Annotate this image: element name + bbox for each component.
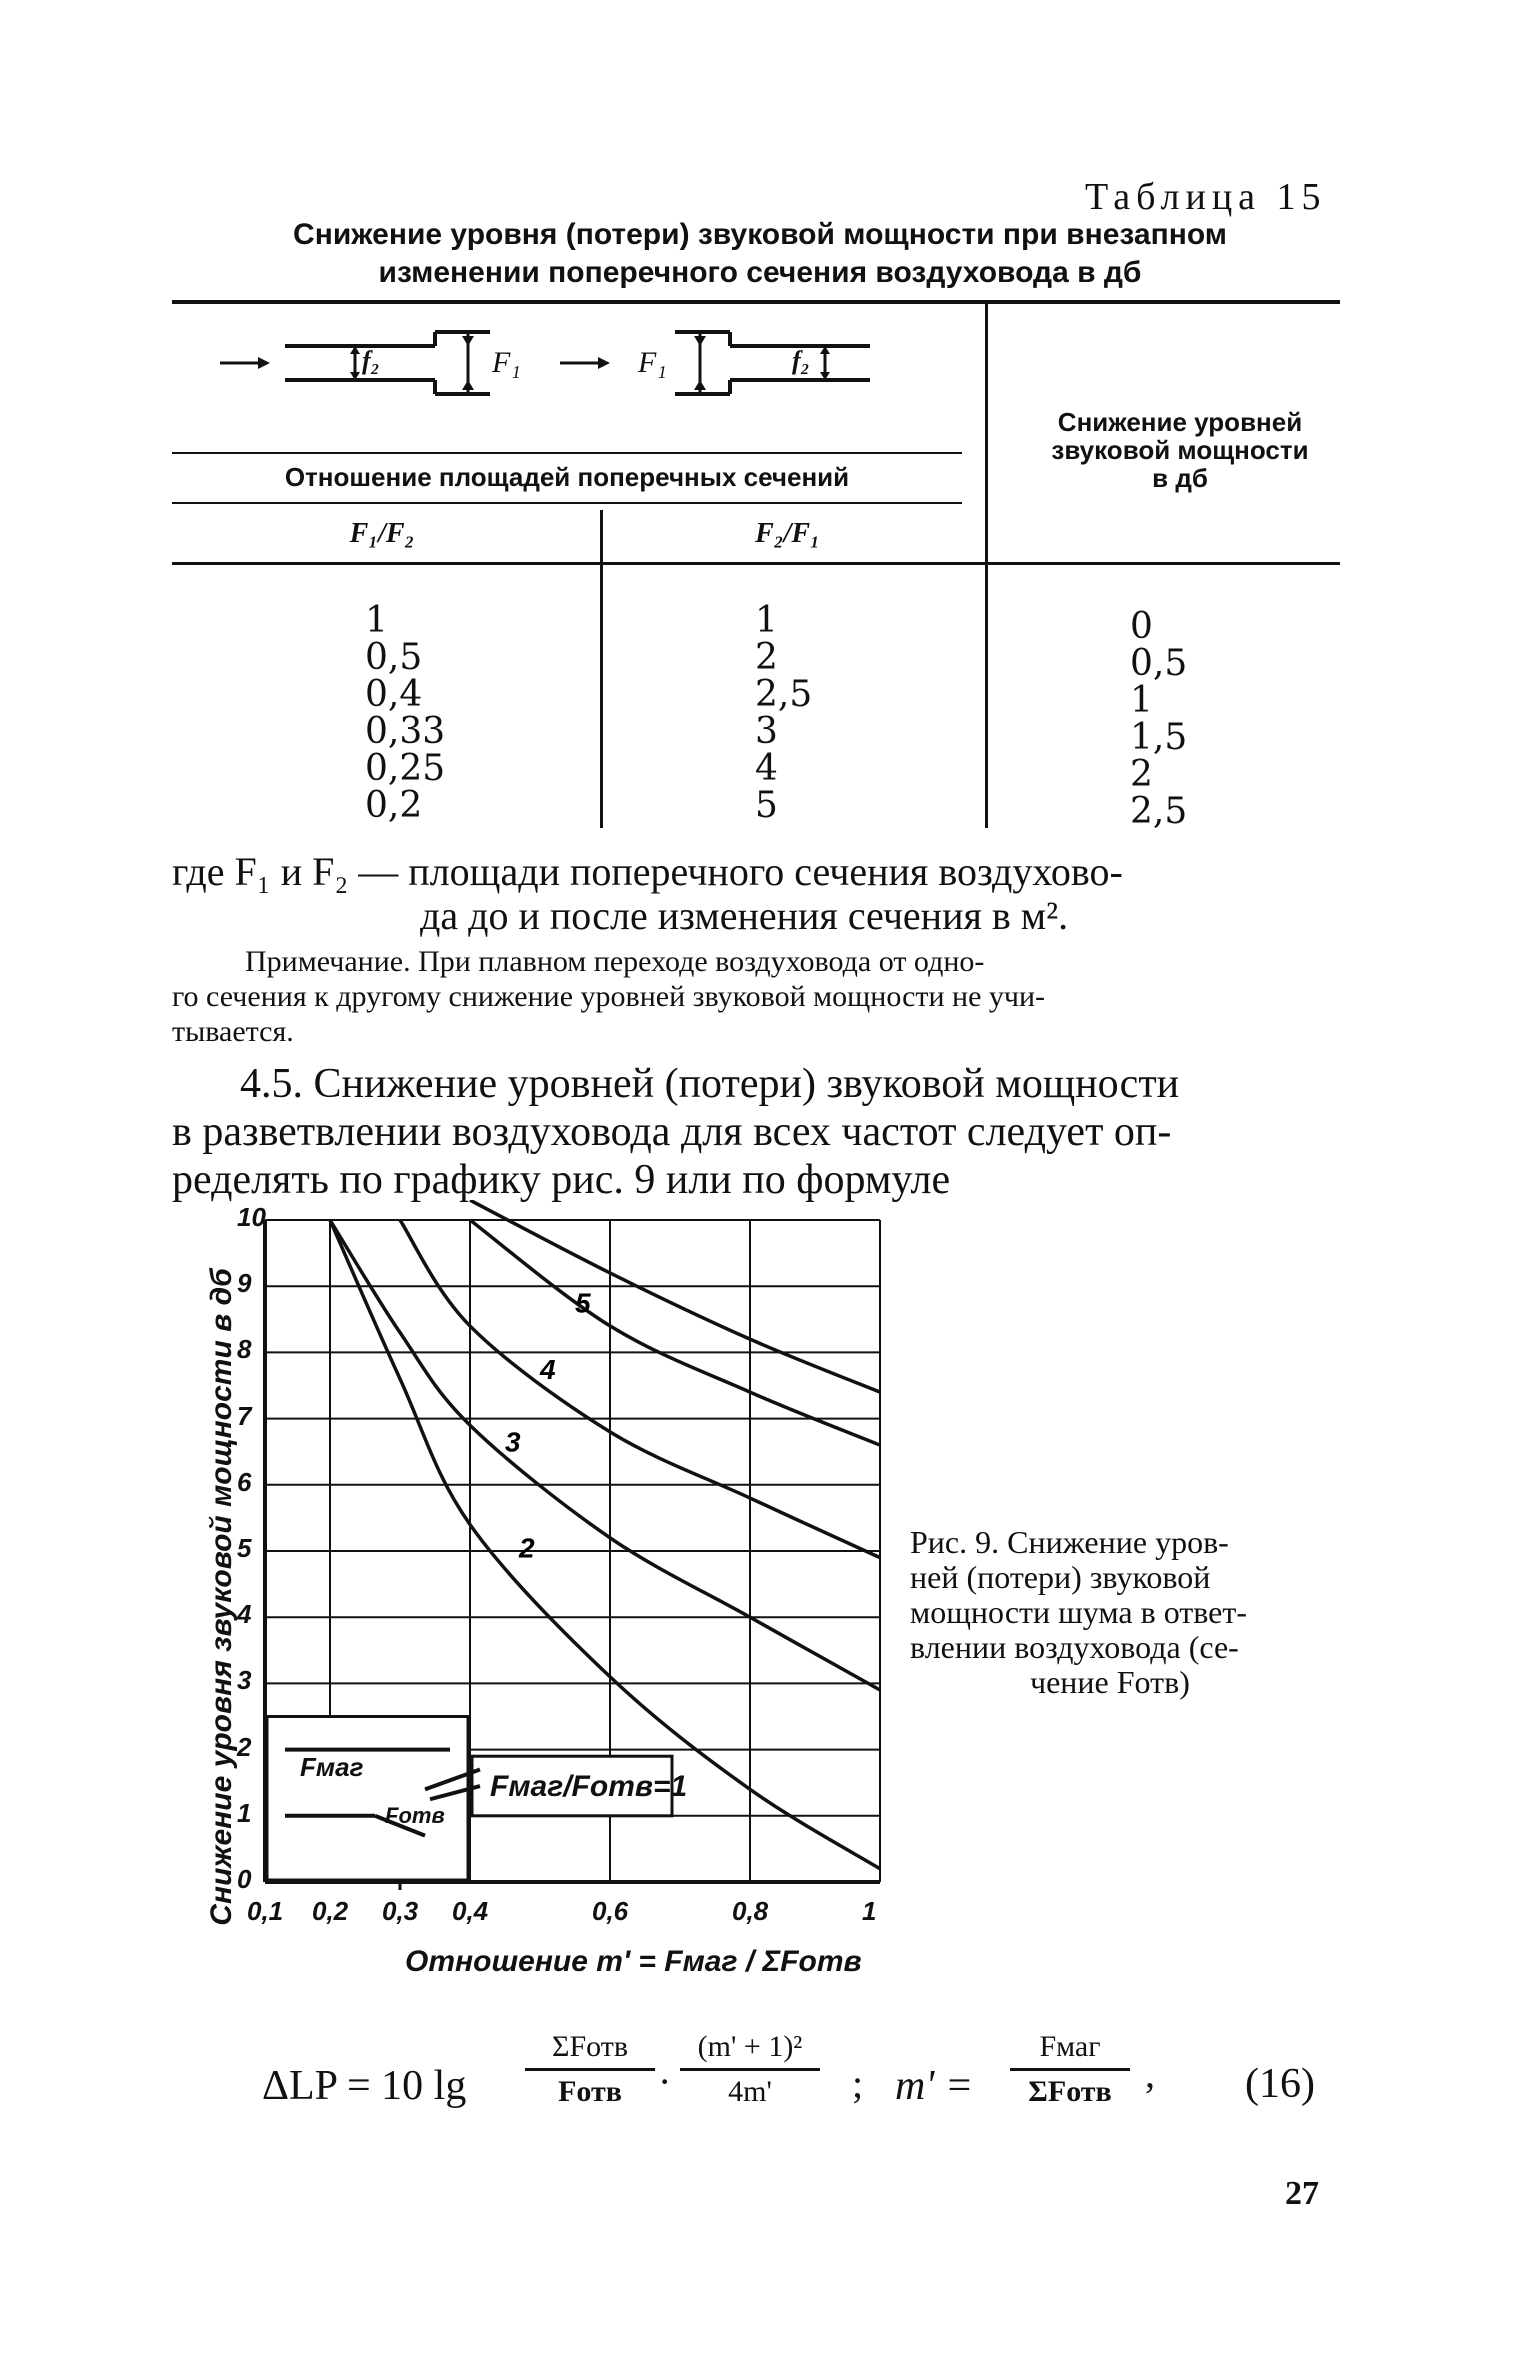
header-reduction-line2: звуковой мощности bbox=[1051, 435, 1309, 465]
chart-x-axis-label: Отношение m' = Fмаг / ΣFотв bbox=[405, 1945, 862, 1978]
formula-dot: · bbox=[658, 2059, 672, 2104]
chart-x-tick-label: 0,2 bbox=[312, 1896, 349, 1926]
table-cell: 5 bbox=[755, 785, 778, 826]
table-cell: 2,5 bbox=[755, 674, 813, 715]
chart-y-tick-label: 8 bbox=[237, 1334, 252, 1365]
chart-y-tick-label: 7 bbox=[237, 1400, 252, 1431]
col1-header: F₁/F₂ bbox=[349, 518, 415, 549]
chart-y-tick-label: 6 bbox=[237, 1466, 252, 1497]
header-reduction-line3: в дб bbox=[1152, 463, 1208, 493]
formula-frac3-den: ΣFотв bbox=[1028, 2075, 1112, 2108]
chart-y-tick-label: 0 bbox=[237, 1864, 252, 1894]
caption-line5: чение Fотв) bbox=[1030, 1664, 1190, 1700]
diagram-right-f2: f₂ bbox=[792, 346, 810, 375]
header-ratio: Отношение площадей поперечных сечений bbox=[284, 462, 850, 492]
chart-y-tick-label: 4 bbox=[237, 1599, 252, 1630]
table-cell: 2 bbox=[755, 637, 778, 678]
formula-frac3-num: Fмаг bbox=[1039, 2030, 1101, 2063]
col2-header: F₂/F₁ bbox=[755, 518, 820, 549]
chart-y-tick-label: 10 bbox=[237, 1202, 266, 1232]
note-line3: тывается. bbox=[172, 1015, 294, 1048]
formula-number: (16) bbox=[1245, 2061, 1315, 2107]
table-cell: 0,5 bbox=[1130, 643, 1188, 684]
table-cell: 4 bbox=[755, 748, 778, 789]
chart-curve-2 bbox=[330, 1220, 880, 1690]
table-cell: 0,5 bbox=[365, 637, 423, 678]
table-cell: 3 bbox=[755, 711, 778, 752]
diagram-left-f1: F₁ bbox=[492, 346, 521, 379]
caption-line3: мощности шума в ответ- bbox=[910, 1594, 1248, 1630]
chart-curve-4 bbox=[470, 1220, 880, 1445]
formula-frac2-den: 4m' bbox=[728, 2075, 772, 2108]
table-cell: 1 bbox=[365, 600, 388, 641]
chart-x-tick-label: 0,3 bbox=[382, 1896, 419, 1926]
table-cell: 2,5 bbox=[1130, 791, 1188, 832]
table-label: Таблица 15 bbox=[1085, 176, 1327, 218]
chart-curve-5 bbox=[470, 1200, 880, 1392]
formula-separator: ; bbox=[852, 2061, 864, 2106]
chart-y-axis-label: Снижение уровня звуковой мощности в дб bbox=[205, 1268, 238, 1926]
where-line2: да до и после изменения сечения в м². bbox=[420, 893, 1069, 938]
table-rule-ratio bbox=[172, 452, 962, 454]
note-line1: Примечание. При плавном переходе воздуховода от одно- bbox=[245, 945, 985, 978]
table-top-rule bbox=[172, 300, 1340, 304]
chart-curve-label: 5 bbox=[575, 1287, 591, 1319]
formula-frac2-bar bbox=[680, 2068, 820, 2071]
figure-9-chart bbox=[180, 1200, 900, 2020]
formula-frac2-num: (m' + 1)² bbox=[697, 2030, 803, 2063]
table-title-line1: Снижение уровня (потери) звуковой мощности при внезапном bbox=[293, 218, 1227, 251]
para-line2: в разветвлении воздуховода для всех частот следует оп- bbox=[172, 1109, 1172, 1155]
duct-contraction-diagram bbox=[560, 318, 880, 408]
header-reduction bbox=[1000, 408, 1360, 492]
diagram-right-f1: F₁ bbox=[638, 346, 667, 379]
chart-curve-3 bbox=[400, 1220, 880, 1558]
chart-curve-label: 2 bbox=[519, 1532, 535, 1564]
where-line1: где F₁ и F₂ — площади поперечного сечения воздухово- bbox=[172, 849, 1123, 894]
caption-line4: влении воздуховода (се- bbox=[910, 1629, 1239, 1665]
formula-frac3-bar bbox=[1010, 2068, 1130, 2071]
formula-frac2 bbox=[680, 2030, 820, 2109]
chart-x-tick-label: 0,4 bbox=[452, 1896, 489, 1926]
chart-curve-label: 4 bbox=[540, 1353, 556, 1385]
para-line1: 4.5. Снижение уровней (потери) звуковой мощности bbox=[240, 1061, 1180, 1107]
formula-frac1-num: ΣFотв bbox=[551, 2030, 629, 2063]
chart-x-tick-label: 1 bbox=[862, 1896, 877, 1926]
diagram-left-f2: f₂ bbox=[362, 346, 380, 375]
header-reduction-line1: Снижение уровней bbox=[1057, 407, 1303, 437]
table-title-line2: изменении поперечного сечения воздуховода в дб bbox=[378, 256, 1142, 289]
table-col-reduction bbox=[1130, 608, 1187, 830]
chart-y-tick-label: 2 bbox=[237, 1731, 252, 1762]
legend-ratio-label: Fмаг/Fотв=1 bbox=[490, 1770, 688, 1803]
formula-lhs: ΔLP = 10 lg bbox=[262, 2063, 467, 2109]
legend-branch-label: Fотв bbox=[385, 1803, 445, 1828]
table-cell: 0,4 bbox=[365, 674, 423, 715]
formula-frac1-bar bbox=[525, 2068, 655, 2071]
para-line3: ределять по графику рис. 9 или по формуле bbox=[172, 1157, 951, 1203]
formula-mprime: m' = bbox=[895, 2063, 974, 2109]
table-col-ratio-f1f2 bbox=[365, 602, 445, 824]
page-number: 27 bbox=[1285, 2175, 1319, 2212]
table-cell: 1 bbox=[1130, 680, 1153, 721]
table-col-ratio-f2f1 bbox=[755, 602, 812, 824]
table-cell: 1 bbox=[755, 600, 778, 641]
chart-curve-label: 3 bbox=[505, 1426, 521, 1458]
chart-y-tick-label: 1 bbox=[237, 1797, 252, 1828]
table-header-bottom-rule bbox=[172, 562, 1340, 565]
table-cell: 0 bbox=[1130, 606, 1153, 647]
table-cell: 0,33 bbox=[365, 711, 446, 752]
formula-frac3 bbox=[1010, 2030, 1130, 2109]
legend-main-label: Fмаг bbox=[300, 1752, 364, 1782]
table-vrule-sub bbox=[600, 510, 603, 828]
chart-y-tick-label: 5 bbox=[237, 1533, 252, 1563]
chart-x-tick-label: 0,8 bbox=[732, 1896, 769, 1926]
formula-frac1 bbox=[525, 2030, 655, 2109]
table-cell: 0,25 bbox=[365, 748, 446, 789]
table-cell: 0,2 bbox=[365, 785, 423, 826]
formula-frac1-den: Fотв bbox=[558, 2075, 622, 2108]
caption-line2: ней (потери) звуковой bbox=[910, 1559, 1211, 1595]
formula-comma: , bbox=[1145, 2051, 1155, 2096]
note-line2: го сечения к другому снижение уровней звуковой мощности не учи- bbox=[172, 980, 1046, 1013]
chart-y-tick-label: 3 bbox=[237, 1665, 252, 1696]
table-cell: 1,5 bbox=[1130, 717, 1188, 758]
table-vrule-main bbox=[985, 303, 988, 828]
caption-line1: Рис. 9. Снижение уров- bbox=[910, 1524, 1229, 1560]
chart-x-tick-label: 0,1 bbox=[247, 1896, 284, 1926]
chart-x-tick-label: 0,6 bbox=[592, 1896, 629, 1926]
table-cell: 2 bbox=[1130, 754, 1153, 795]
chart-y-tick-label: 9 bbox=[237, 1268, 252, 1299]
figure-caption bbox=[910, 1525, 1247, 1700]
table-rule-ratio-bottom bbox=[172, 502, 962, 504]
